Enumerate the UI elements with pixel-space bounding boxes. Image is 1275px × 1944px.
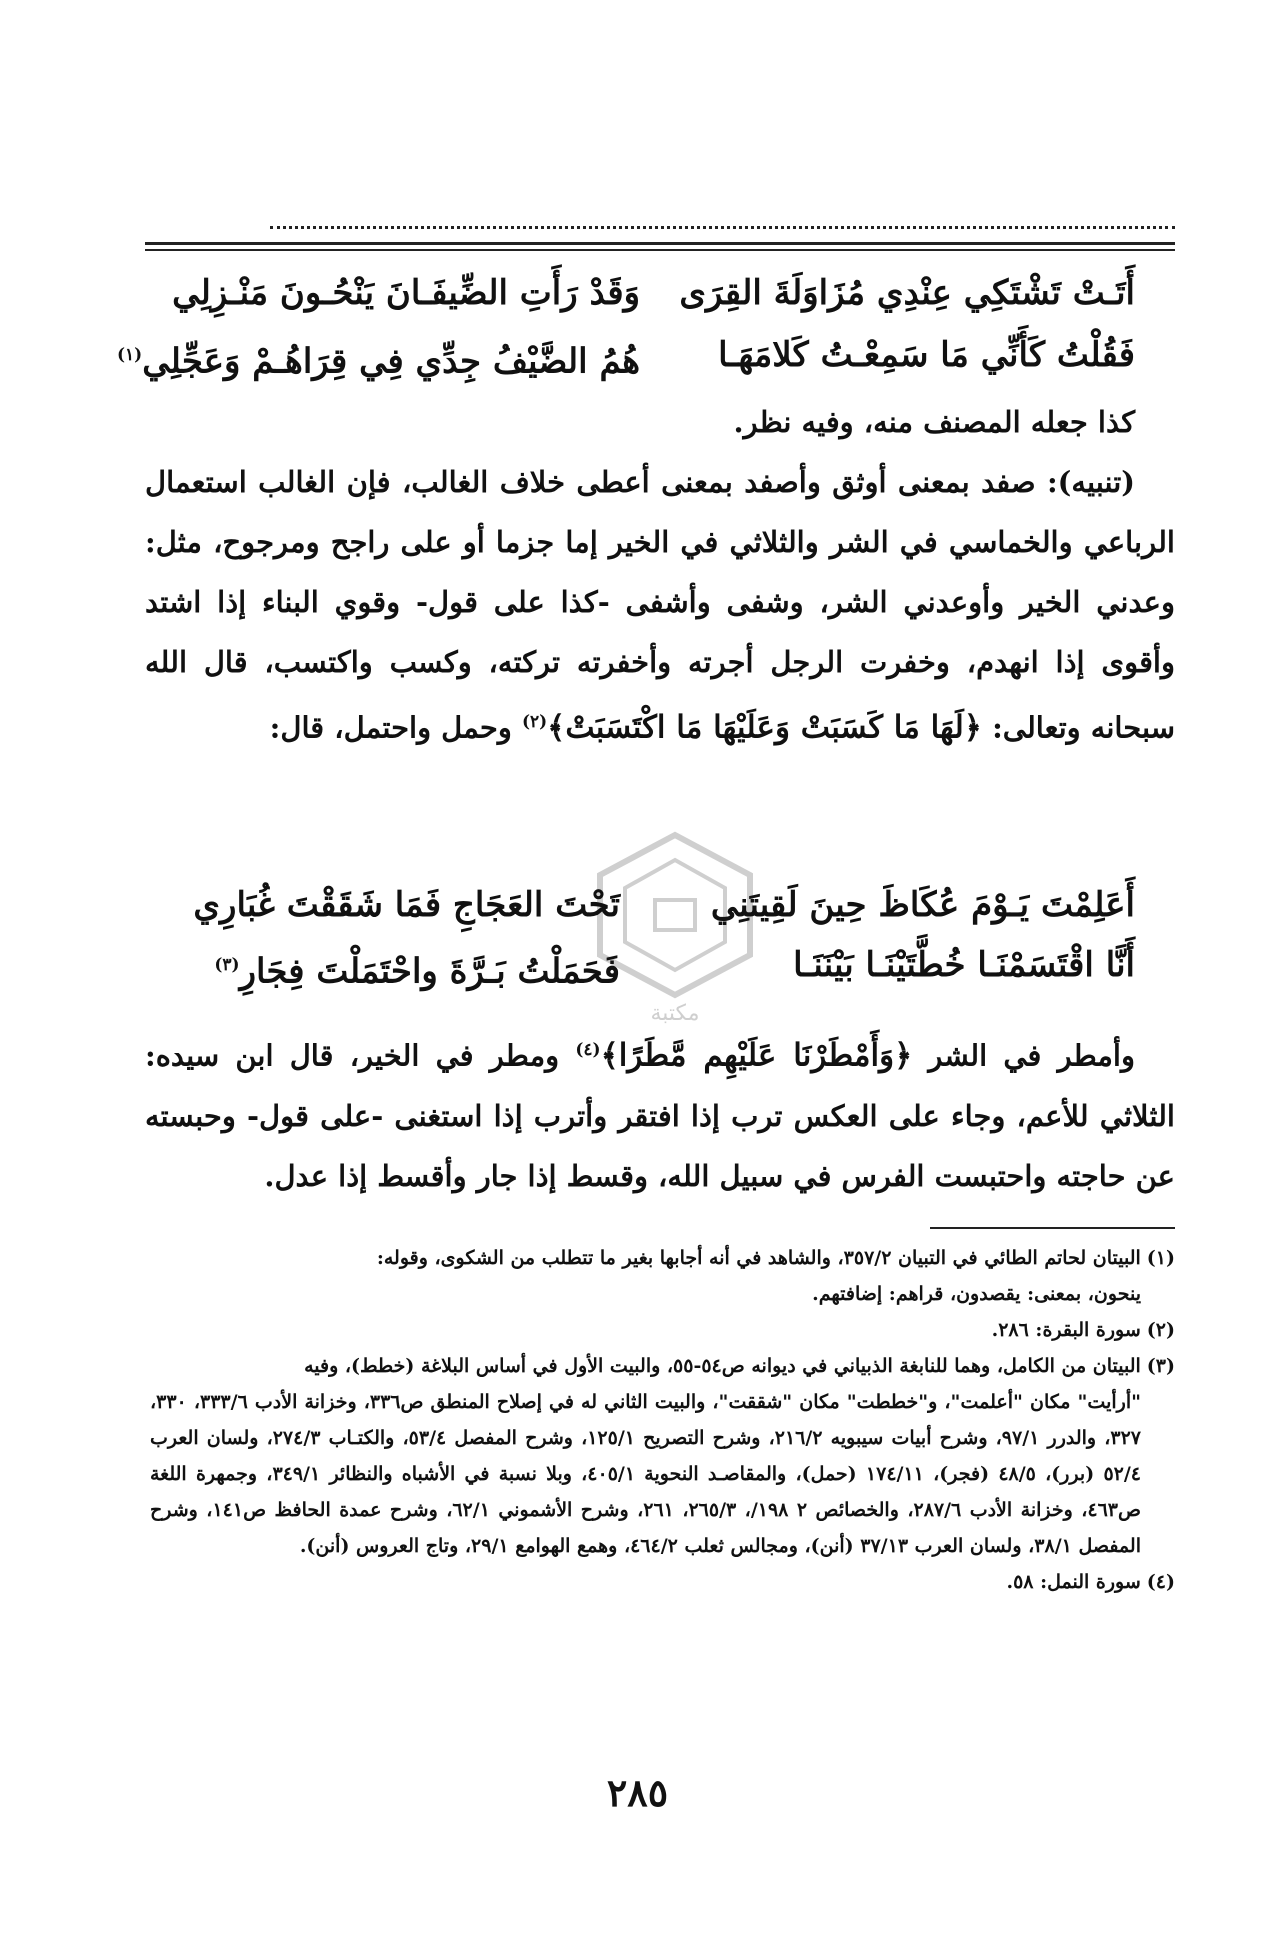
- footnote-1: (١)البيتان لحاتم الطائي في التبيان ٣٥٧/٢، والشاهد في أنه أجابها بغير ما تتطلب من الشكوى، وقوله:: [376, 1247, 1175, 1269]
- footnote-1-continuation: ينحون، بمعنى: يقصدون، قراهم: إضافتهم.: [812, 1283, 1141, 1305]
- footnote-ref-3[interactable]: (٣): [214, 955, 240, 975]
- footnote-3-continuation: "أرأيت" مكان "أعلمت"، و"خططت" مكان "شققت"، والبيت الثاني له في إصلاح المنطق ص٣٣٦، وخزانة الأدب ٣٣٣/٦، ٣٣٠، ٣٢٧، والدرر ٩٧/١، وشرح أبيات سيبويه ٢١٦/٢، وشرح التصريح ١٢٥/١، وشرح المفصل ٥٣/٤، والكتـاب ٢٧٤/٣، ولسان العرب ٥٢/٤ (برر)، ٤٨/٥ (فجر)، ١٧٤/١١ (حمل)، والمقاصـد النحوية ٤٠٥/١، وبلا نسبة في الأشباه والنظائر ٣٤٩/١، وجمهرة اللغة ص٤٦٣، وخزانة الأدب ٢٨٧/٦، والخصائص ٢ ١٩٨/، ٢٦٥/٣، ٢٦١، وشرح الأشموني ٦٢/١، وشرح عمدة الحافظ ص١٤١، وشرح المفصل ٣٨/١، ولسان العرب ٣٧/١٣ (أنن)، ومجالس ثعلب ٤٦٤/٢، وهمع الهوامع ٢٩/١، وتاج العروس (أنن).: [150, 1391, 1142, 1557]
- footnote-3: (٣)البيتان من الكامل، وهما للنابغة الذبياني في ديوانه ص٥٤-٥٥، والبيت الأول في أساس البلاغة (خطط)، وفيه: [304, 1355, 1175, 1377]
- body-section-2: [145, 1020, 1175, 1206]
- footnotes-section: [150, 1240, 1175, 1600]
- verse-top-line1-left: وَقَدْ رَأَتِ الضِّيفَـانَ يَنْحُـونَ مَنْـزِلِي: [172, 273, 640, 313]
- header-dotted-rule: [270, 226, 1175, 229]
- verse-top-line1-right: أَتَـتْ تَشْتَكِي عِنْدِي مُزَاوَلَةَ القِرَى: [679, 273, 1135, 313]
- verse-mid-line2-left: فَحَمَلْتُ بَـرَّةَ واحْتَمَلْتَ فِجَارِ$^{(٣)}$: [214, 951, 620, 992]
- verse-mid-line1-right: أَعَلِمْتَ يَـوْمَ عُكَاظَ حِينَ لَقِيتَنِي: [710, 885, 1135, 925]
- footnote-ref-4[interactable]: (٤): [575, 1040, 601, 1060]
- svg-text:مكتبة: مكتبة: [650, 1001, 700, 1026]
- body-paragraph-1: كذا جعله المصنف منه، وفيه نظر.: [733, 405, 1135, 439]
- quran-quote-2: ﴿وَأَمْطَرْنَا عَلَيْهِم مَّطَرًا﴾: [600, 1037, 913, 1074]
- quran-quote-1: ﴿لَهَا مَا كَسَبَتْ وَعَلَيْهَا مَا اكْتَسَبَتْ﴾: [547, 709, 982, 746]
- footnote-4: (٤)سورة النمل: ٥٨.: [1006, 1571, 1175, 1593]
- body-paragraph-2: (تنبيه): صفد بمعنى أوثق وأصفد بمعنى أعطى خلاف الغالب، فإن الغالب استعمال الرباعي والخماسي في الشر والثلاثي في الخير إما جزما أو على راجح ومرجوح، مثل: وعدني الخير وأوعدني الشر، وشفى وأشفى -كذا على قول- وقوي البناء إذا اشتد وأقوى إذا انهدم، وخفرت الرجل أجرته وأخفرته تركته، وكسب واكتسب، قال الله سبحانه وتعالى: ﴿لَهَا مَا كَسَبَتْ وَعَلَيْهَا مَا اكْتَسَبَتْ﴾$^{(٢)}$ وحمل واحتمل، قال:: [145, 465, 1175, 746]
- library-watermark-icon: [590, 830, 760, 1030]
- verse-top-line2-right: فَقُلْتُ كَأَنِّي مَا سَمِعْـتُ كَلامَهَـا: [718, 335, 1135, 375]
- footnote-ref-2[interactable]: (٢): [521, 712, 548, 732]
- verse-mid-line1-left: تَحْتَ العَجَاجِ فَمَا شَقَقْتَ غُبَارِي: [193, 885, 620, 925]
- footnote-2: (٢)سورة البقرة: ٢٨٦.: [991, 1319, 1175, 1341]
- verse-top-line2-left: هُمُ الضَّيْفُ جِدِّي فِي قِرَاهُـمْ وَعَجِّلِي$^{(١)}$: [116, 341, 640, 382]
- body-section-1: [145, 392, 1175, 758]
- header-double-rule: [145, 242, 1175, 251]
- verse-mid-line2-right: أَنَّا اقْتَسَمْنَـا خُطَّتَيْنَـا بَيْنَنَـا: [793, 945, 1135, 985]
- page-number: ٢٨٥: [606, 1770, 669, 1815]
- footnote-separator: [930, 1227, 1175, 1229]
- body-paragraph-3: وأمطر في الشر ﴿وَأَمْطَرْنَا عَلَيْهِم مَّطَرًا﴾$^{(٤)}$ ومطر في الخير، قال ابن سيده: الثلاثي للأعم، وجاء على العكس ترب إذا افتقر وأترب إذا استغنى -على قول- وحبسته عن حاجته واحتبست الفرس في سبيل الله، وقسط إذا جار وأقسط إذا عدل.: [145, 1037, 1175, 1193]
- footnote-ref-1[interactable]: (١): [116, 345, 143, 365]
